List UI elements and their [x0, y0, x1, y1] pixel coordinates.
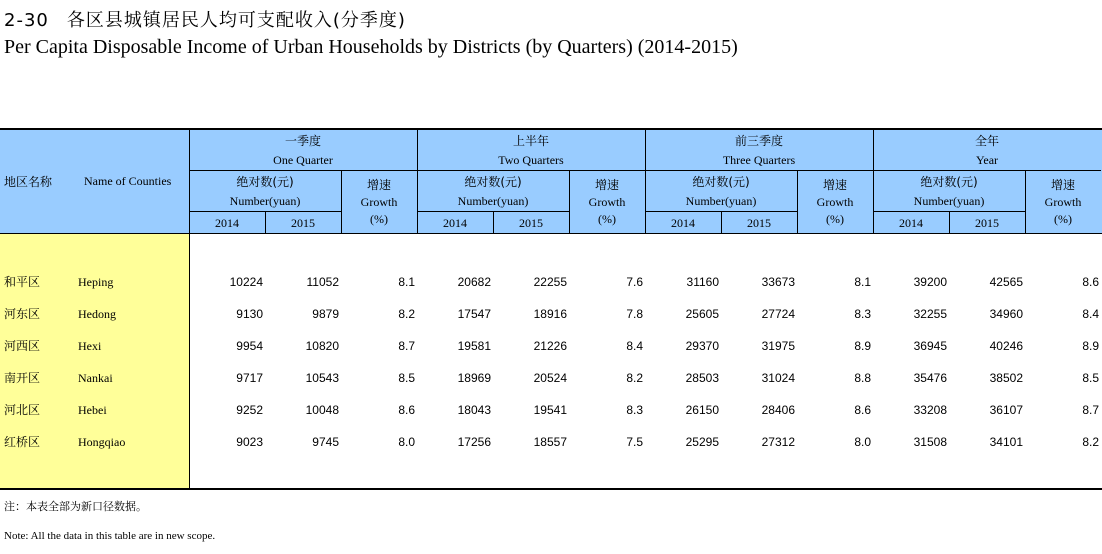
year-2014-label: 2014: [671, 215, 695, 230]
data-cell: 8.5: [1082, 371, 1099, 385]
data-cell: 19581: [457, 339, 491, 353]
data-cell: 28503: [685, 371, 719, 385]
data-cell: 20524: [533, 371, 567, 385]
data-cell: 8.1: [854, 275, 871, 289]
data-cell: 31024: [761, 371, 795, 385]
data-cell: 10224: [229, 275, 263, 289]
data-cell: 38502: [989, 371, 1023, 385]
table-top-border: [0, 128, 1102, 130]
period-divider: [645, 170, 873, 171]
data-cell: 36945: [913, 339, 947, 353]
year-2015-label: 2015: [291, 215, 315, 230]
data-cell: 17256: [457, 435, 491, 449]
data-cell: 35476: [913, 371, 947, 385]
data-cell: 11052: [306, 275, 339, 289]
period-label-en: One Quarter: [273, 152, 333, 167]
table-row: [0, 330, 1102, 362]
data-cell: 42565: [989, 275, 1023, 289]
growth-unit: (%): [598, 211, 616, 226]
data-cell: 8.4: [1082, 307, 1099, 321]
data-cell: 25605: [685, 307, 719, 321]
district-name-zh: 红桥区: [4, 435, 41, 449]
footnote-en: Note: All the data in this table are in new scope.: [4, 530, 216, 542]
data-cell: 27312: [761, 435, 795, 449]
district-name-en: Hexi: [78, 339, 102, 353]
data-cell: 7.5: [626, 435, 643, 449]
data-cell: 34101: [989, 435, 1023, 449]
year-2014-label: 2014: [215, 215, 239, 230]
table-row: [0, 298, 1102, 330]
data-cell: 40246: [989, 339, 1023, 353]
data-cell: 9130: [236, 307, 263, 321]
data-cell: 8.3: [854, 307, 871, 321]
data-cell: 36107: [989, 403, 1023, 417]
table-row: [0, 362, 1102, 394]
period-label-en: Three Quarters: [722, 152, 796, 167]
data-cell: 7.8: [626, 307, 643, 321]
abs-number-zh: 绝对数(元): [920, 174, 978, 189]
table-bottom-border: [0, 488, 1102, 490]
district-name-zh: 南开区: [4, 371, 41, 385]
growth-label-en: Growth: [588, 194, 626, 209]
data-cell: 8.1: [398, 275, 415, 289]
abs-number-zh: 绝对数(元): [236, 174, 294, 189]
growth-label-en: Growth: [360, 194, 398, 209]
data-cell: 8.5: [398, 371, 415, 385]
data-cell: 9252: [236, 403, 263, 417]
data-cell: 18969: [457, 371, 491, 385]
data-cell: 33208: [913, 403, 947, 417]
data-cell: 19541: [533, 403, 567, 417]
district-name-en: Hedong: [78, 307, 116, 321]
data-cell: 18557: [533, 435, 567, 449]
data-cell: 32255: [913, 307, 947, 321]
data-cell: 21226: [533, 339, 567, 353]
header-district-zh: 地区名称: [4, 174, 53, 189]
data-cell: 8.9: [854, 339, 871, 353]
data-cell: 26150: [685, 403, 719, 417]
data-cell: 8.9: [1082, 339, 1099, 353]
district-name-en: Heping: [78, 275, 114, 289]
data-cell: 22255: [533, 275, 567, 289]
data-cell: 31160: [686, 275, 719, 289]
period-label-en: Two Quarters: [498, 152, 564, 167]
period-label-zh: 前三季度: [734, 133, 783, 148]
table-row: [0, 266, 1102, 298]
growth-label-en: Growth: [816, 194, 854, 209]
header-bottom-border: [0, 233, 1102, 234]
table-title-zh: [4, 6, 406, 32]
data-cell: 8.2: [398, 307, 415, 321]
district-name-zh: 河北区: [4, 403, 41, 417]
period-divider: [417, 170, 645, 171]
year-2014-label: 2014: [899, 215, 923, 230]
data-cell: 8.4: [626, 339, 643, 353]
year-2015-label: 2015: [975, 215, 999, 230]
district-name-zh: 河西区: [4, 339, 41, 353]
growth-label-zh: 增速: [594, 177, 619, 192]
data-cell: 29370: [685, 339, 719, 353]
data-cell: 8.8: [854, 371, 871, 385]
data-cell: 25295: [685, 435, 719, 449]
district-name-zh: 和平区: [4, 275, 41, 289]
data-cell: 34960: [989, 307, 1023, 321]
period-divider: [873, 170, 1101, 171]
data-cell: 18916: [533, 307, 567, 321]
year-2015-label: 2015: [747, 215, 771, 230]
data-cell: 20682: [457, 275, 491, 289]
data-cell: 8.0: [398, 435, 415, 449]
data-cell: 17547: [457, 307, 491, 321]
data-cell: 31975: [761, 339, 795, 353]
abs-number-en: Number(yuan): [457, 193, 529, 208]
data-cell: 8.3: [626, 403, 643, 417]
data-cell: 28406: [761, 403, 795, 417]
growth-label-zh: 增速: [1050, 177, 1075, 192]
table-title-en: Per Capita Disposable Income of Urban Households by Districts (by Quarters) (2014-2015): [4, 36, 738, 58]
data-cell: 8.0: [854, 435, 871, 449]
growth-label-zh: 增速: [822, 177, 847, 192]
period-label-zh: 上半年: [512, 133, 549, 148]
data-cell: 8.7: [1082, 403, 1099, 417]
data-cell: 31508: [913, 435, 947, 449]
period-divider: [189, 170, 417, 171]
data-cell: 33673: [761, 275, 795, 289]
growth-unit: (%): [826, 211, 844, 226]
table-row: [0, 426, 1102, 458]
data-cell: 10820: [305, 339, 339, 353]
period-label-zh: 一季度: [284, 133, 321, 148]
abs-number-zh: 绝对数(元): [692, 174, 750, 189]
data-cell: 8.6: [1082, 275, 1099, 289]
growth-unit: (%): [1054, 211, 1072, 226]
footnote-zh: 注：本表全部为新口径数据。: [4, 500, 147, 513]
data-cell: 8.6: [398, 403, 415, 417]
data-cell: 9717: [236, 371, 263, 385]
table-number: 2-30: [4, 10, 49, 31]
data-cell: 9879: [312, 307, 339, 321]
data-cell: 9954: [236, 339, 263, 353]
district-name-en: Nankai: [78, 371, 113, 385]
year-2014-label: 2014: [443, 215, 467, 230]
data-cell: 18043: [457, 403, 491, 417]
district-name-en: Hebei: [78, 403, 107, 417]
data-cell: 9745: [312, 435, 339, 449]
period-label-zh: 全年: [974, 133, 999, 148]
table-title-zh-text: 各区县城镇居民人均可支配收入(分季度): [66, 10, 406, 31]
district-name-zh: 河东区: [4, 307, 41, 321]
data-cell: 8.6: [854, 403, 871, 417]
data-cell: 10048: [305, 403, 339, 417]
growth-label-zh: 增速: [366, 177, 391, 192]
growth-unit: (%): [370, 211, 388, 226]
data-cell: 7.6: [626, 275, 643, 289]
table-row: [0, 394, 1102, 426]
data-cell: 10543: [305, 371, 339, 385]
data-cell: 9023: [236, 435, 263, 449]
data-cell: 8.2: [626, 371, 643, 385]
abs-number-en: Number(yuan): [913, 193, 985, 208]
data-cell: 8.2: [1082, 435, 1099, 449]
abs-number-en: Number(yuan): [685, 193, 757, 208]
growth-label-en: Growth: [1044, 194, 1082, 209]
abs-number-zh: 绝对数(元): [464, 174, 522, 189]
year-2015-label: 2015: [519, 215, 543, 230]
district-name-en: Hongqiao: [78, 435, 126, 449]
data-cell: 8.7: [398, 339, 415, 353]
data-cell: 39200: [913, 275, 947, 289]
header-district-en: Name of Counties: [84, 173, 172, 188]
period-label-en: Year: [975, 152, 999, 167]
abs-number-en: Number(yuan): [229, 193, 301, 208]
data-cell: 27724: [761, 307, 795, 321]
